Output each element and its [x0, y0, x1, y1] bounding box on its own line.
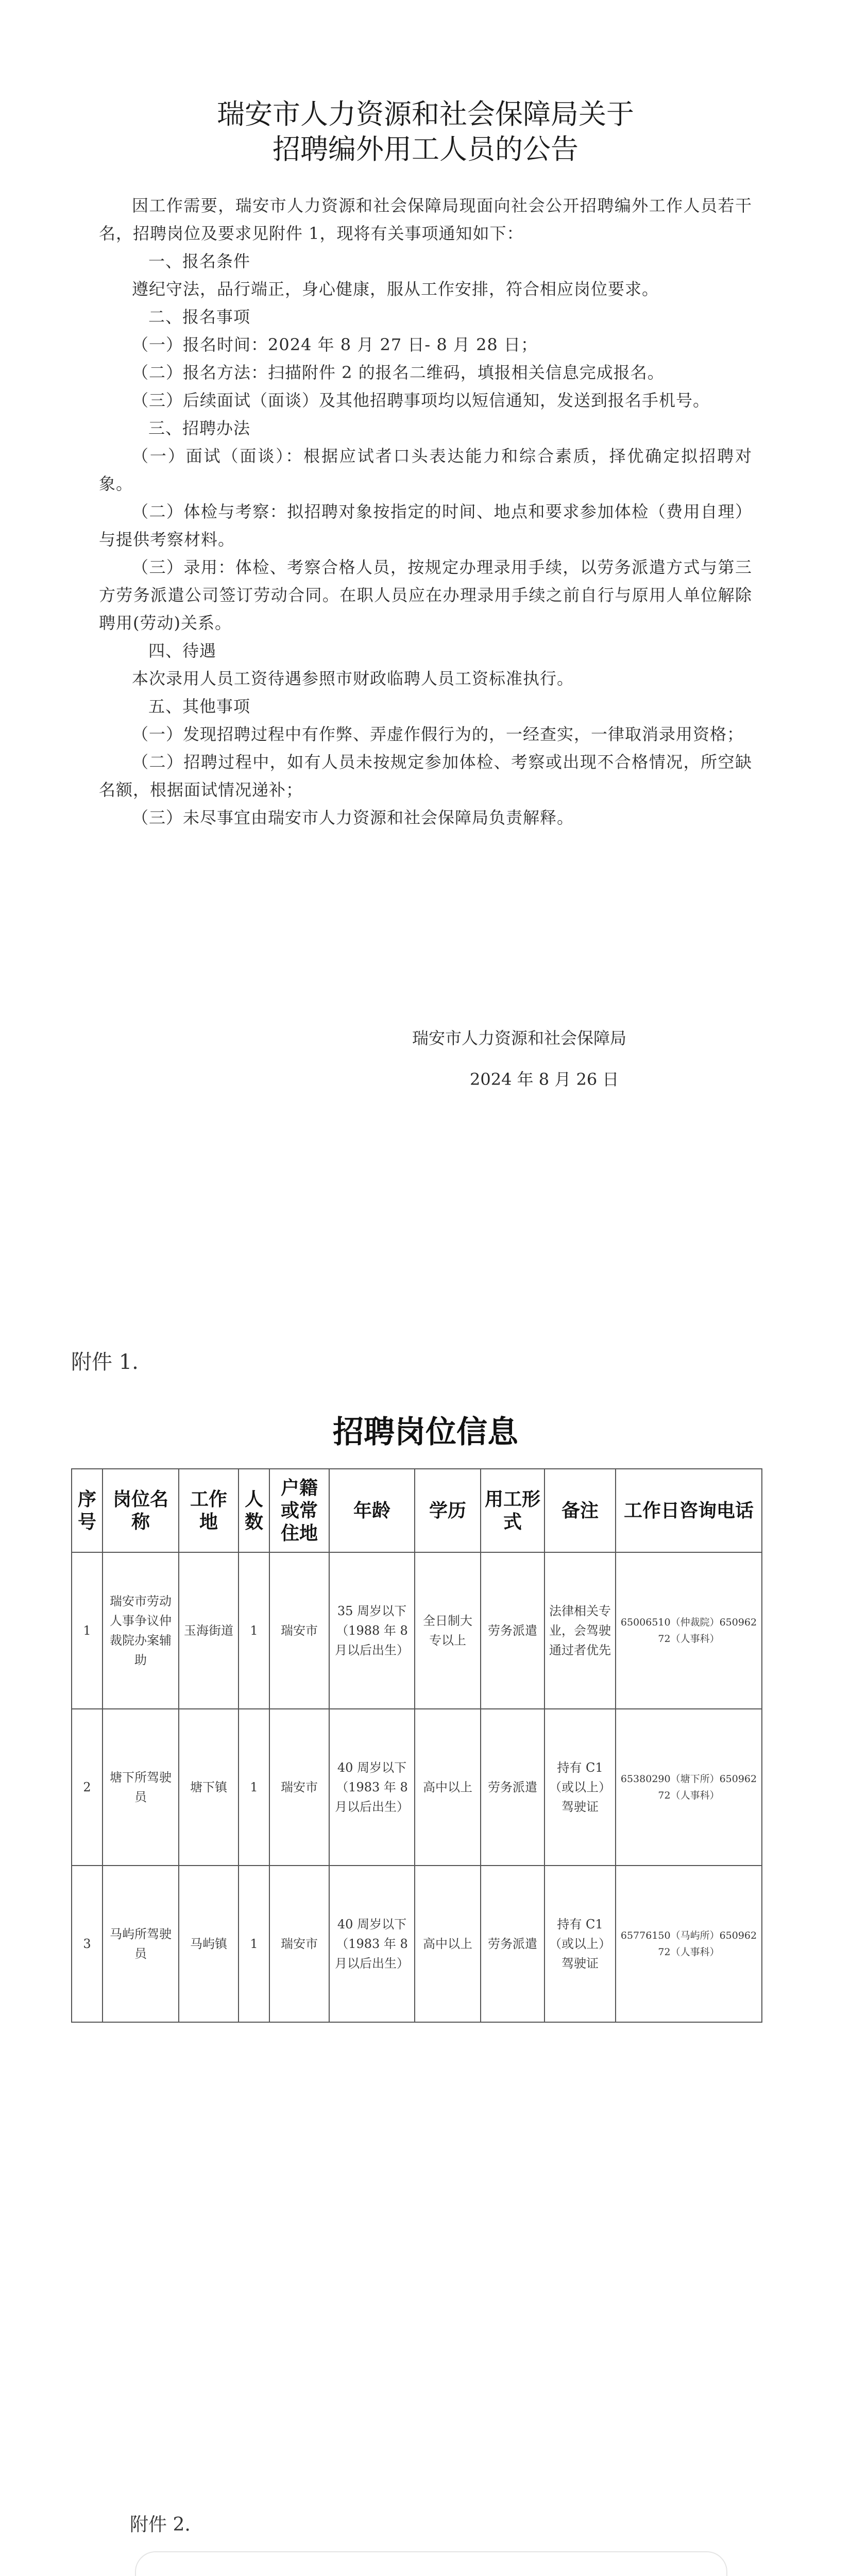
attachment2-label: 附件 2. [130, 2514, 191, 2535]
table-cell: 马屿镇 [179, 1866, 239, 2022]
notice-paragraph: （二）报名方法：扫描附件 2 的报名二维码，填报相关信息完成报名。 [132, 363, 665, 382]
notice-paragraph: 本次录用人员工资待遇参照市财政临聘人员工资标准执行。 [132, 669, 574, 688]
table-cell: 35 周岁以下（1988 年 8 月以后出生） [329, 1552, 415, 1709]
table-cell: 1 [72, 1552, 103, 1709]
header-cell: 工作日咨询电话 [616, 1469, 762, 1552]
header-cell: 人数 [239, 1469, 269, 1552]
notice-paragraph: （一）发现招聘过程中有作弊、弄虚作假行为的，一经查实，一律取消录用资格； [132, 724, 744, 744]
table-row [72, 1709, 762, 1866]
notice-paragraph: （二）招聘过程中，如有人员未按规定参加体检、考察或出现不合格情况，所空缺名额，根据面试情况递补； [99, 752, 752, 800]
table-cell: 65380290（塘下所）65096272（人事科） [616, 1709, 762, 1866]
table-cell: 全日制大专以上 [415, 1552, 481, 1709]
registration-qr-card [135, 2551, 727, 2576]
table-cell: 玉海街道 [179, 1552, 239, 1709]
header-cell: 用工形式 [481, 1469, 544, 1552]
notice-paragraph: 遵纪守法，品行端正，身心健康，服从工作安排，符合相应岗位要求。 [132, 279, 659, 299]
notice-body [99, 192, 752, 832]
job-positions-table [71, 1468, 762, 2023]
table-row [72, 1866, 762, 2022]
table-cell: 40 周岁以下（1983 年 8 月以后出生） [329, 1709, 415, 1866]
table-cell: 瑞安市劳动人事争议仲裁院办案辅助 [103, 1552, 179, 1709]
table-cell: 1 [239, 1709, 269, 1866]
table-cell: 持有 C1（或以上）驾驶证 [544, 1709, 616, 1866]
signature-date: 2024 年 8 月 26 日 [470, 1070, 619, 1089]
header-cell: 岗位名称 [103, 1469, 179, 1552]
table-cell: 塘下所驾驶员 [103, 1709, 179, 1866]
section-heading: 二、报名事项 [148, 307, 251, 327]
section-heading: 五、其他事项 [148, 697, 251, 716]
notice-paragraph: （三）后续面试（面谈）及其他招聘事项均以短信通知，发送到报名手机号。 [132, 391, 710, 410]
table-cell: 1 [239, 1866, 269, 2022]
table-cell: 40 周岁以下（1983 年 8 月以后出生） [329, 1866, 415, 2022]
header-cell: 户籍或常住地 [269, 1469, 329, 1552]
header-cell: 年龄 [329, 1469, 415, 1552]
table-header-row [72, 1469, 762, 1552]
table-cell: 瑞安市 [269, 1552, 329, 1709]
header-cell: 工作地 [179, 1469, 239, 1552]
section-heading: 三、招聘办法 [148, 418, 251, 438]
header-cell: 备注 [544, 1469, 616, 1552]
header-cell: 序号 [72, 1469, 103, 1552]
table-cell: 瑞安市 [269, 1709, 329, 1866]
table-cell: 1 [239, 1552, 269, 1709]
notice-paragraph: （三）录用：体检、考察合格人员，按规定办理录用手续，以劳务派遣方式与第三方劳务派遣公司签订劳动合同。在职人员应在办理录用手续之前自行与原用人单位解除聘用(劳动)关系。 [99, 557, 752, 633]
table-cell: 65006510（仲裁院）65096272（人事科） [616, 1552, 762, 1709]
table-cell: 劳务派遣 [481, 1552, 544, 1709]
header-cell: 学历 [415, 1469, 481, 1552]
notice-paragraph: （三）未尽事宜由瑞安市人力资源和社会保障局负责解释。 [132, 808, 574, 827]
notice-paragraph: 因工作需要，瑞安市人力资源和社会保障局现面向社会公开招聘编外工作人员若干名，招聘岗位及要求见附件 1，现将有关事项通知如下： [99, 196, 752, 243]
table-cell: 劳务派遣 [481, 1709, 544, 1866]
table-title: 招聘岗位信息 [333, 1414, 518, 1450]
table-cell: 65776150（马屿所）65096272（人事科） [616, 1866, 762, 2022]
table-cell: 塘下镇 [179, 1709, 239, 1866]
table-cell: 劳务派遣 [481, 1866, 544, 2022]
table-cell: 瑞安市 [269, 1866, 329, 2022]
table-cell: 高中以上 [415, 1709, 481, 1866]
notice-title-line1: 瑞安市人力资源和社会保障局关于 [217, 98, 634, 130]
notice-title-line2: 招聘编外用工人员的公告 [273, 133, 578, 165]
section-heading: 四、待遇 [148, 641, 217, 660]
notice-paragraph: （一）面试（面谈）：根据应试者口头表达能力和综合素质，择优确定拟招聘对象。 [99, 446, 752, 494]
attachment1-label: 附件 1. [71, 1350, 139, 1374]
table-cell: 高中以上 [415, 1866, 481, 2022]
signature-organization: 瑞安市人力资源和社会保障局 [412, 1028, 627, 1048]
notice-paragraph: （二）体检与考察：拟招聘对象按指定的时间、地点和要求参加体检（费用自理）与提供考察材料。 [99, 502, 752, 549]
section-heading: 一、报名条件 [148, 251, 251, 271]
table-cell: 3 [72, 1866, 103, 2022]
table-cell: 马屿所驾驶员 [103, 1866, 179, 2022]
notice-paragraph: （一）报名时间：2024 年 8 月 27 日- 8 月 28 日； [132, 335, 538, 354]
table-cell: 持有 C1（或以上）驾驶证 [544, 1866, 616, 2022]
table-cell: 法律相关专业，会驾驶通过者优先 [544, 1552, 616, 1709]
table-row [72, 1552, 762, 1709]
table-cell: 2 [72, 1709, 103, 1866]
